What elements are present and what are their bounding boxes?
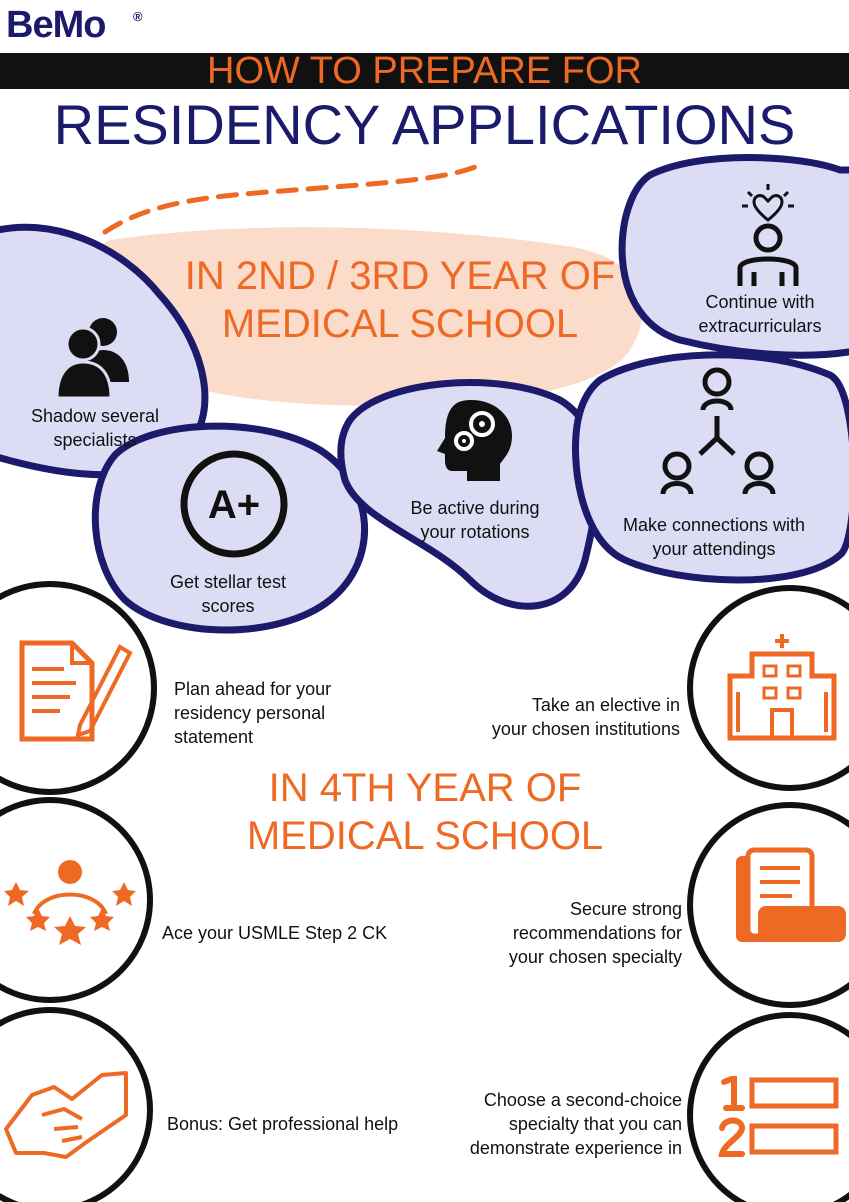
section1-heading xyxy=(150,252,650,348)
section1-heading-line1: IN 2ND / 3RD YEAR OF xyxy=(184,254,616,298)
brain-gears-icon xyxy=(432,396,522,486)
page-title: RESIDENCY APPLICATIONS xyxy=(53,93,796,156)
label-connections: Make connections with your attendings xyxy=(622,515,806,559)
handshake-icon xyxy=(2,1065,130,1159)
hospital-icon xyxy=(726,632,838,742)
section2-heading-line1: IN 4TH YEAR OF xyxy=(268,766,582,810)
label-extracurriculars: Continue with extracurriculars xyxy=(698,292,822,336)
ranking-icon xyxy=(718,1076,840,1158)
title-top: HOW TO PREPARE FOR xyxy=(207,50,642,92)
label-second-choice: Choose a second-choice specialty that you can demonstrate experience in xyxy=(469,1090,682,1158)
person-heart-icon xyxy=(728,182,808,290)
label-usmle: Ace your USMLE Step 2 CK xyxy=(162,923,388,943)
people-icon xyxy=(55,312,135,402)
label-shadow: Shadow several specialists xyxy=(30,406,160,450)
label-personal-statement: Plan ahead for your residency personal statement xyxy=(174,679,332,747)
grade-text: A+ xyxy=(207,483,261,527)
label-professional-help: Bonus: Get professional help xyxy=(167,1114,399,1134)
network-icon xyxy=(655,366,785,496)
label-scores: Get stellar test scores xyxy=(169,572,287,616)
papers-icon xyxy=(732,846,846,968)
stars-person-icon xyxy=(4,858,136,950)
section2-heading xyxy=(190,764,660,860)
dashed-path xyxy=(105,165,480,232)
label-recommendations: Secure strong recommendations for your chosen specialty xyxy=(508,899,682,967)
grade-a-plus-icon xyxy=(178,448,290,560)
registered-mark: ® xyxy=(133,9,143,24)
document-pen-icon xyxy=(14,635,134,747)
section1-heading-line2: MEDICAL SCHOOL xyxy=(221,302,579,346)
label-rotations: Be active during your rotations xyxy=(410,498,540,542)
label-elective: Take an elective in your chosen institutions xyxy=(491,695,680,739)
section2-heading-line2: MEDICAL SCHOOL xyxy=(246,814,604,858)
brand-logo: BeMo xyxy=(6,4,106,46)
